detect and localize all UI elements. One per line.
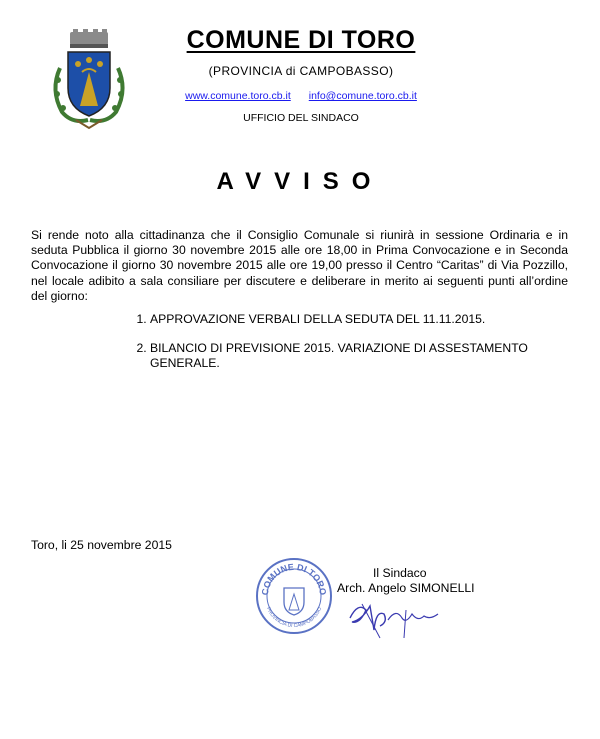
agenda-list: [128, 312, 590, 386]
agenda-item: 2. BILANCIO DI PREVISIONE 2015. VARIAZIONE DI ASSESTAMENTO GENERALE.: [150, 341, 590, 371]
municipality-title: COMUNE DI TORO: [186, 26, 416, 54]
notice-heading: AVVISO: [216, 168, 384, 195]
coat-of-arms-icon: [46, 28, 132, 130]
signer-role: Il Sindaco: [373, 566, 427, 580]
contact-links: [160, 90, 442, 102]
svg-text:COMUNE DI TORO: COMUNE DI TORO: [259, 561, 329, 596]
province-label: (PROVINCIA di CAMPOBASSO): [208, 64, 394, 78]
email-link[interactable]: info@comune.toro.cb.it: [308, 90, 417, 102]
signer-name: Arch. Angelo SIMONELLI: [337, 581, 475, 595]
svg-text:PROVINCIA DI CAMPOBASSO: PROVINCIA DI CAMPOBASSO: [264, 606, 324, 630]
stamp-icon: [254, 556, 334, 636]
website-link[interactable]: www.comune.toro.cb.it: [185, 90, 291, 102]
notice-body: Si rende noto alla cittadinanza che il Consiglio Comunale si riunirà in sessione Ordinaria e in seduta Pubblica il giorno 30 novembre 2015 alle ore 18,00 in Prima Convocazione e in Seconda Convocazione il giorno 30 novembre 2015 alle ore 19,00 presso il Centro “Caritas” di Via Pozzillo, nel locale adibito a sala consiliare per discutere e deliberare in merito ai seguenti punti all’ordine del giorno:: [31, 228, 568, 303]
agenda-item: 1. APPROVAZIONE VERBALI DELLA SEDUTA DEL 11.11.2015.: [150, 312, 590, 327]
office-label: UFFICIO DEL SINDACO: [243, 112, 359, 124]
signature-icon: [340, 580, 470, 642]
place-date: Toro, li 25 novembre 2015: [31, 538, 172, 552]
